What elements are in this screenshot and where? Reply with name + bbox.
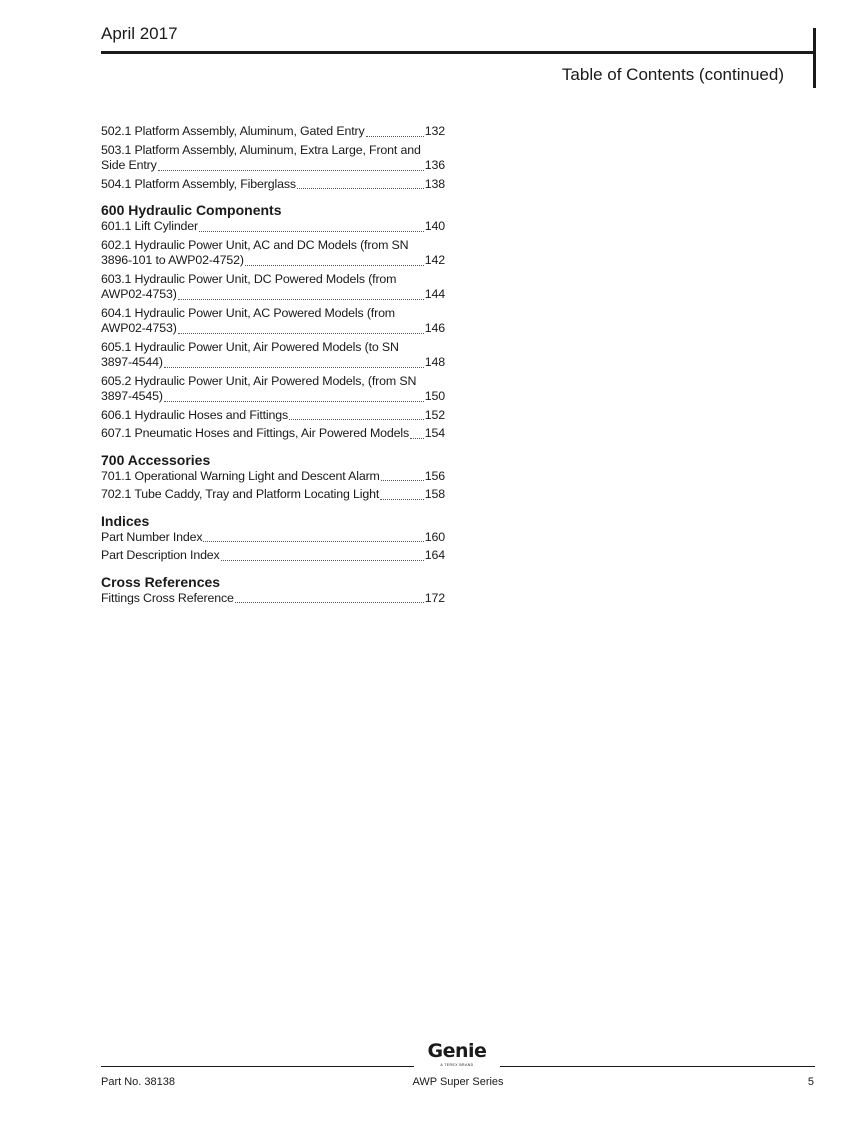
toc-entry-title: 607.1 Pneumatic Hoses and Fittings, Air Powered Models — [101, 426, 410, 440]
toc-entry-page: 160 — [424, 529, 445, 544]
toc-entry-title-line: 603.1 Hydraulic Power Unit, DC Powered Models (from — [101, 271, 397, 286]
toc-entry-title: 701.1 Operational Warning Light and Descent Alarm — [101, 468, 380, 483]
toc-entry-page: 152 — [424, 407, 445, 422]
toc-section-heading: 700 Accessories — [101, 451, 211, 468]
genie-logo — [416, 1040, 498, 1067]
toc-entry-page: 138 — [424, 176, 445, 191]
toc-entry-title-line: 604.1 Hydraulic Power Unit, AC Powered Models (from — [101, 305, 395, 320]
dot-leader — [410, 438, 424, 439]
toc-entry-page: 136 — [424, 158, 445, 172]
toc-section — [101, 513, 445, 564]
toc-entry-title: Fittings Cross Reference — [101, 590, 234, 605]
dot-leader — [164, 367, 424, 368]
footer-page-number: 5 — [807, 1076, 814, 1088]
toc-entry[interactable] — [101, 340, 445, 371]
toc-entry-title: Part Number Index — [101, 529, 203, 544]
logo-tagline: A TEREX BRAND — [440, 1063, 474, 1067]
footer-part-number: Part No. 38138 — [101, 1076, 175, 1088]
dot-leader — [366, 136, 424, 137]
toc-entry-page: 140 — [424, 219, 445, 233]
dot-leader — [221, 560, 424, 561]
toc-entry[interactable] — [101, 219, 445, 235]
toc-entry-title: Part Description Index — [101, 548, 220, 562]
toc-entry-title: Side Entry — [101, 158, 157, 172]
toc-entry-title: AWP02-4753) — [101, 287, 177, 301]
dot-leader — [158, 170, 424, 171]
toc-entry[interactable] — [101, 469, 445, 485]
toc-entry-page: 146 — [424, 321, 445, 335]
toc-entry[interactable] — [101, 272, 445, 303]
dot-leader — [380, 499, 424, 500]
toc-entry-page: 156 — [424, 468, 445, 483]
toc-entry[interactable] — [101, 124, 445, 140]
toc-entry-title-line: 605.1 Hydraulic Power Unit, Air Powered Models (to SN — [101, 339, 399, 354]
toc-entry-title-line: 503.1 Platform Assembly, Aluminum, Extra Large, Front and — [101, 142, 421, 157]
toc-entry[interactable] — [101, 548, 445, 564]
dot-leader — [164, 401, 424, 402]
toc-entry-page: 132 — [424, 124, 445, 138]
toc-entry-title: AWP02-4753) — [101, 321, 177, 335]
header-rule — [101, 51, 815, 54]
toc-entry-page: 150 — [424, 389, 445, 403]
toc-entry[interactable] — [101, 374, 445, 405]
footer-series: AWP Super Series — [412, 1076, 504, 1088]
toc-entry[interactable] — [101, 530, 445, 546]
toc-intro-group — [101, 124, 445, 192]
toc-entry[interactable] — [101, 408, 445, 424]
toc-entry[interactable] — [101, 177, 445, 193]
toc-entry-page: 142 — [424, 253, 445, 267]
dot-leader — [297, 188, 424, 189]
toc-entry[interactable] — [101, 238, 445, 269]
toc-entry-page: 172 — [424, 590, 445, 605]
toc-entry-title-line: 602.1 Hydraulic Power Unit, AC and DC Models (from SN — [101, 237, 409, 252]
toc-entry[interactable] — [101, 143, 445, 174]
header-vertical-bar — [813, 28, 816, 88]
toc-entry[interactable] — [101, 487, 445, 503]
footer-rule-right — [500, 1066, 815, 1067]
toc-entry[interactable] — [101, 306, 445, 337]
toc-entry[interactable] — [101, 591, 445, 607]
dot-leader — [235, 602, 424, 603]
dot-leader — [199, 231, 424, 232]
toc-entry[interactable] — [101, 426, 445, 442]
dot-leader — [203, 541, 423, 542]
logo-wordmark: Genie — [427, 1040, 487, 1062]
toc-section-heading: Cross References — [101, 573, 221, 590]
toc-entry-title: 606.1 Hydraulic Hoses and Fittings — [101, 407, 289, 422]
toc-entry-title: 502.1 Platform Assembly, Aluminum, Gated Entry — [101, 124, 365, 138]
dot-leader — [178, 333, 424, 334]
toc-entry-page: 148 — [424, 355, 445, 369]
toc-entry-title: 601.1 Lift Cylinder — [101, 219, 199, 233]
table-of-contents — [101, 124, 445, 609]
toc-entry-title-line: 605.2 Hydraulic Power Unit, Air Powered Models, (from SN — [101, 373, 417, 388]
toc-entry-title: 3897-4545) — [101, 389, 163, 403]
toc-entry-page: 164 — [424, 548, 445, 562]
header-date: April 2017 — [101, 24, 178, 43]
toc-entry-title: 3896-101 to AWP02-4752) — [101, 253, 244, 267]
dot-leader — [245, 265, 424, 266]
dot-leader — [178, 299, 424, 300]
toc-entry-title: 3897-4544) — [101, 355, 163, 369]
toc-section — [101, 202, 445, 442]
toc-section-heading: Indices — [101, 512, 150, 529]
toc-entry-page: 158 — [424, 487, 445, 501]
page-title: Table of Contents (continued) — [561, 65, 784, 84]
toc-entry-page: 144 — [424, 287, 445, 301]
toc-entry-title: 702.1 Tube Caddy, Tray and Platform Locating Light — [101, 487, 380, 501]
toc-entry-page: 154 — [424, 426, 445, 440]
toc-section-heading: 600 Hydraulic Components — [101, 202, 282, 218]
toc-section — [101, 574, 445, 607]
dot-leader — [289, 419, 424, 420]
dot-leader — [381, 480, 424, 481]
toc-section — [101, 452, 445, 503]
footer-rule-left — [101, 1066, 414, 1067]
toc-entry-title: 504.1 Platform Assembly, Fiberglass — [101, 176, 296, 191]
